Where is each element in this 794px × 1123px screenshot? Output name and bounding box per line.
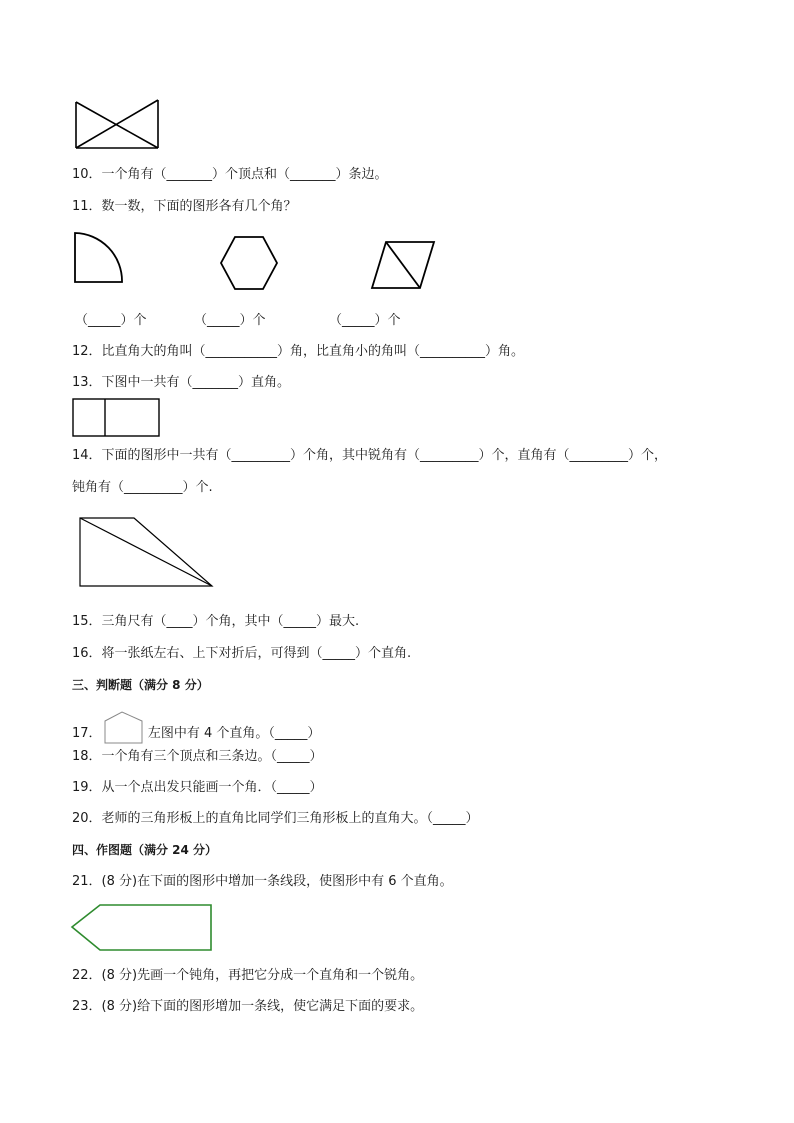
bowtie-figure (74, 98, 160, 152)
divided-rectangle-figure (72, 398, 162, 438)
question-19: 19．从一个点出发只能画一个角．（_____） (72, 780, 323, 795)
trapezoid-diagonal-figure (78, 516, 216, 590)
question-16: 16．将一张纸左右、上下对折后，可得到（_____）个直角. (72, 646, 412, 661)
pentagon-house-figure (102, 711, 146, 745)
question-14-line-2: 钝角有（_________）个. (72, 480, 213, 495)
arrow-pentagon-figure (70, 903, 214, 953)
question-17-text: 左图中有 4 个直角。（_____） (147, 726, 321, 741)
quarter-circle-figure (72, 230, 126, 286)
question-20: 20．老师的三角形板上的直角比同学们三角形板上的直角大。（_____） (72, 811, 479, 826)
section-title-judgement: 三、判断题（满分 8 分） (72, 678, 209, 692)
answer-blank: （_____）个 (75, 313, 147, 328)
question-14-line-1: 14．下面的图形中一共有（_________）个角，其中锐角有（_________）个，直角有（_________）个， (72, 448, 668, 463)
question-17-number: 17． (72, 726, 102, 741)
question-23: 23．(8 分)给下面的图形增加一条线，使它满足下面的要求。 (72, 999, 424, 1014)
parallelogram-diagonal-figure (370, 239, 438, 291)
answer-blank: （_____）个 (194, 313, 266, 328)
question-10: 10．一个角有（_______）个顶点和（_______）条边。 (72, 167, 388, 182)
question-11: 11．数一数，下面的图形各有几个角？ (72, 199, 297, 214)
answer-blank: （_____）个 (329, 313, 401, 328)
question-18: 18．一个角有三个顶点和三条边。（_____） (72, 749, 323, 764)
section-title-drawing: 四、作图题（满分 24 分） (72, 843, 218, 857)
question-11-answers (72, 312, 472, 330)
question-13: 13．下图中一共有（_______）直角。 (72, 375, 291, 390)
hexagon-figure (219, 234, 279, 292)
question-15: 15．三角尺有（____）个角，其中（_____）最大. (72, 614, 360, 629)
question-22: 22．(8 分)先画一个钝角，再把它分成一个直角和一个锐角。 (72, 968, 424, 983)
question-21: 21．(8 分)在下面的图形中增加一条线段，使图形中有 6 个直角。 (72, 874, 453, 889)
question-17 (72, 711, 320, 745)
question-12: 12．比直角大的角叫（___________）角，比直角小的角叫（__________）角。 (72, 344, 525, 359)
